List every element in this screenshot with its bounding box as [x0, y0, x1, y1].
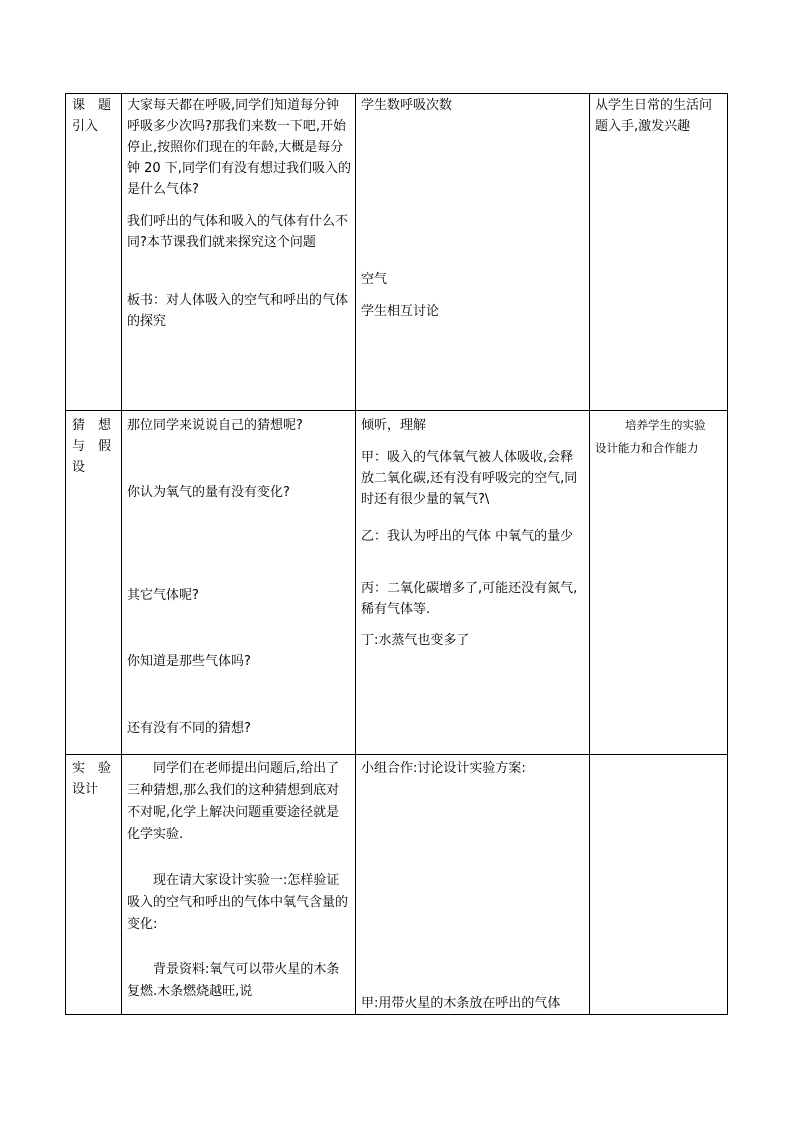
student-text: 甲:用带火星的木条放在呼出的气体 — [361, 996, 561, 1011]
student-text: 小组合作:讨论设计实验方案: — [361, 761, 526, 776]
table-row — [66, 411, 728, 755]
row-label-cell — [66, 755, 122, 1015]
teacher-activity-cell — [122, 94, 356, 411]
teacher-text: 还有没有不同的猜想? — [127, 721, 251, 736]
intent-text: 从学生日常的生活问题入手,激发兴趣 — [595, 98, 713, 134]
row-label-cell — [66, 411, 122, 755]
student-text: 甲：吸入的气体氧气被人体吸收,会释放二氧化碳,还有没有呼吸完的空气,同时还有很少量的氧气?\ — [361, 450, 578, 507]
row-label-line: 设计 — [72, 782, 99, 797]
student-text: 学生相互讨论 — [361, 304, 440, 319]
teacher-text: 背景资料:氧气可以带火星的木条复燃.木条燃烧越旺,说 — [127, 962, 340, 999]
teacher-activity-cell — [122, 411, 356, 755]
intent-text: 培养学生的实验 — [625, 418, 706, 432]
design-intent-cell — [590, 94, 728, 411]
student-text: 空气 — [361, 272, 388, 287]
row-label-line: 实 验 — [72, 761, 112, 776]
blackboard-text: 板书：对人体吸入的空气和呼出的气体的探究 — [127, 293, 349, 329]
student-text: 丙：二氧化碳增多了,可能还没有氮气,稀有气体等. — [361, 581, 578, 617]
row-label-line: 猜 想 — [72, 418, 112, 433]
teacher-text: 同学们在老师提出问题后,给出了三种猜想,那么我们的这种猜想到底对不对呢,化学上解决问题重要途径就是化学实验. — [127, 761, 340, 842]
teacher-text: 你知道是那些气体吗? — [127, 654, 251, 669]
teacher-text: 其它气体呢? — [127, 588, 199, 603]
student-activity-cell — [356, 411, 590, 755]
intent-text: 设计能力和合作能力 — [595, 441, 699, 455]
teacher-text: 你认为氧气的量有没有变化? — [127, 485, 290, 500]
student-text: 倾听，理解 — [361, 418, 427, 433]
row-label-line: 与 假 — [72, 439, 112, 454]
table-row — [66, 94, 728, 411]
student-activity-cell — [356, 94, 590, 411]
table-row — [66, 755, 728, 1015]
design-intent-cell — [590, 411, 728, 755]
student-text: 乙：我认为呼出的气体 中氧气的量少 — [361, 529, 574, 544]
teacher-text: 那位同学来说说自己的猜想呢? — [127, 418, 303, 433]
row-label-line: 设 — [72, 460, 86, 475]
student-text: 丁:水蒸气也变多了 — [361, 633, 470, 648]
teacher-text: 现在请大家设计实验一:怎样验证吸入的空气和呼出的气体中氧气含量的变化: — [127, 873, 349, 932]
design-intent-cell — [590, 755, 728, 1015]
row-label-cell — [66, 94, 122, 411]
student-activity-cell — [356, 755, 590, 1015]
teacher-text: 大家每天都在呼吸,同学们知道每分钟呼吸多少次吗?那我们来数一下吧,开始停止,按照你们现在的年龄,大概是每分钟 20 下,同学们有没有想过我们吸入的是什么气体? — [127, 98, 351, 197]
teacher-text: 我们呼出的气体和吸入的气体有什么不同?本节课我们就来探究这个问题 — [127, 214, 349, 250]
lesson-plan-table — [65, 93, 728, 1015]
student-text: 学生数呼吸次数 — [361, 98, 453, 113]
teacher-activity-cell — [122, 755, 356, 1015]
row-label-line: 课 题 — [72, 98, 112, 113]
row-label-line: 引入 — [72, 119, 99, 134]
